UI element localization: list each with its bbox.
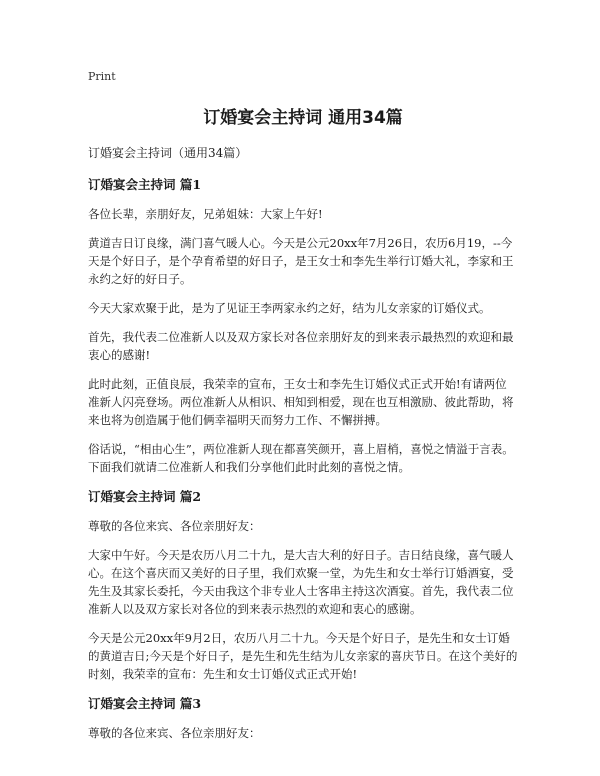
paragraph: 尊敬的各位来宾、各位亲朋好友： [88,726,261,740]
page-title: 订婚宴会主持词 通用34篇 [203,108,403,128]
section-heading: 订婚宴会主持词 篇1 [88,177,202,192]
paragraph: 黄道吉日订良缘，满门喜气暖人心。今天是公元20xx年7月26日，农历6月19，--今天是个好日子，是个孕育希望的好日子，是王女士和李先生举行订婚大礼，李家和王永约之好的好日子。 [88,236,514,286]
paragraph: 此时此刻，正值良辰，我荣幸的宣布，王女士和李先生订婚仪式正式开始!有请两位准新人闪亮登场。两位准新人从相识、相知到相爱，现在也互相激励、彼此帮助，将来也将为创造属于他们俩幸福明天而努力工作、不懈拼搏。 [88,377,514,427]
paragraph: 今天是公元20xx年9月2日，农历八月二十九。今天是个好日子，是先生和女士订婚的黄道吉日;今天是个好日子，是先生和先生结为儿女亲家的喜庆节日。在这个美好的时刻，我荣幸的宣布：先生和女士订婚仪式正式开始! [88,631,518,681]
paragraph: 尊敬的各位来宾、各位亲朋好友： [88,519,261,533]
document-page [88,70,518,753]
paragraph: 大家中午好。今天是农历八月二十九，是大吉大利的好日子。吉日结良缘，喜气暖人心。在这个喜庆而又美好的日子里，我们欢聚一堂，为先生和女士举行订婚酒宴，受先生及其家长委托，今天由我这个非专业人士客串主持这次酒宴。首先，我代表二位准新人以及双方家长对各位的到来表示热烈的欢迎和衷心的感谢。 [88,548,514,616]
paragraph: 各位长辈，亲朋好友，兄弟姐妹：大家上午好! [88,207,323,221]
paragraph: 首先，我代表二位准新人以及双方家长对各位亲朋好友的到来表示最热烈的欢迎和最衷心的感谢! [88,330,514,362]
section-2 [88,487,518,683]
print-link[interactable]: Print [88,70,116,83]
section-heading: 订婚宴会主持词 篇3 [88,696,202,711]
paragraph: 俗话说，“相由心生”，两位准新人现在都喜笑颜开，喜上眉梢，喜悦之情溢于言表。下面我们就请二位准新人和我们分享他们此时此刻的喜悦之情。 [88,442,514,474]
section-1 [88,175,518,476]
document-subtitle: 订婚宴会主持词（通用34篇） [88,146,248,160]
paragraph: 今天大家欢聚于此，是为了见证王李两家永约之好，结为儿女亲家的订婚仪式。 [88,301,491,315]
section-3 [88,694,518,742]
section-heading: 订婚宴会主持词 篇2 [88,489,202,504]
